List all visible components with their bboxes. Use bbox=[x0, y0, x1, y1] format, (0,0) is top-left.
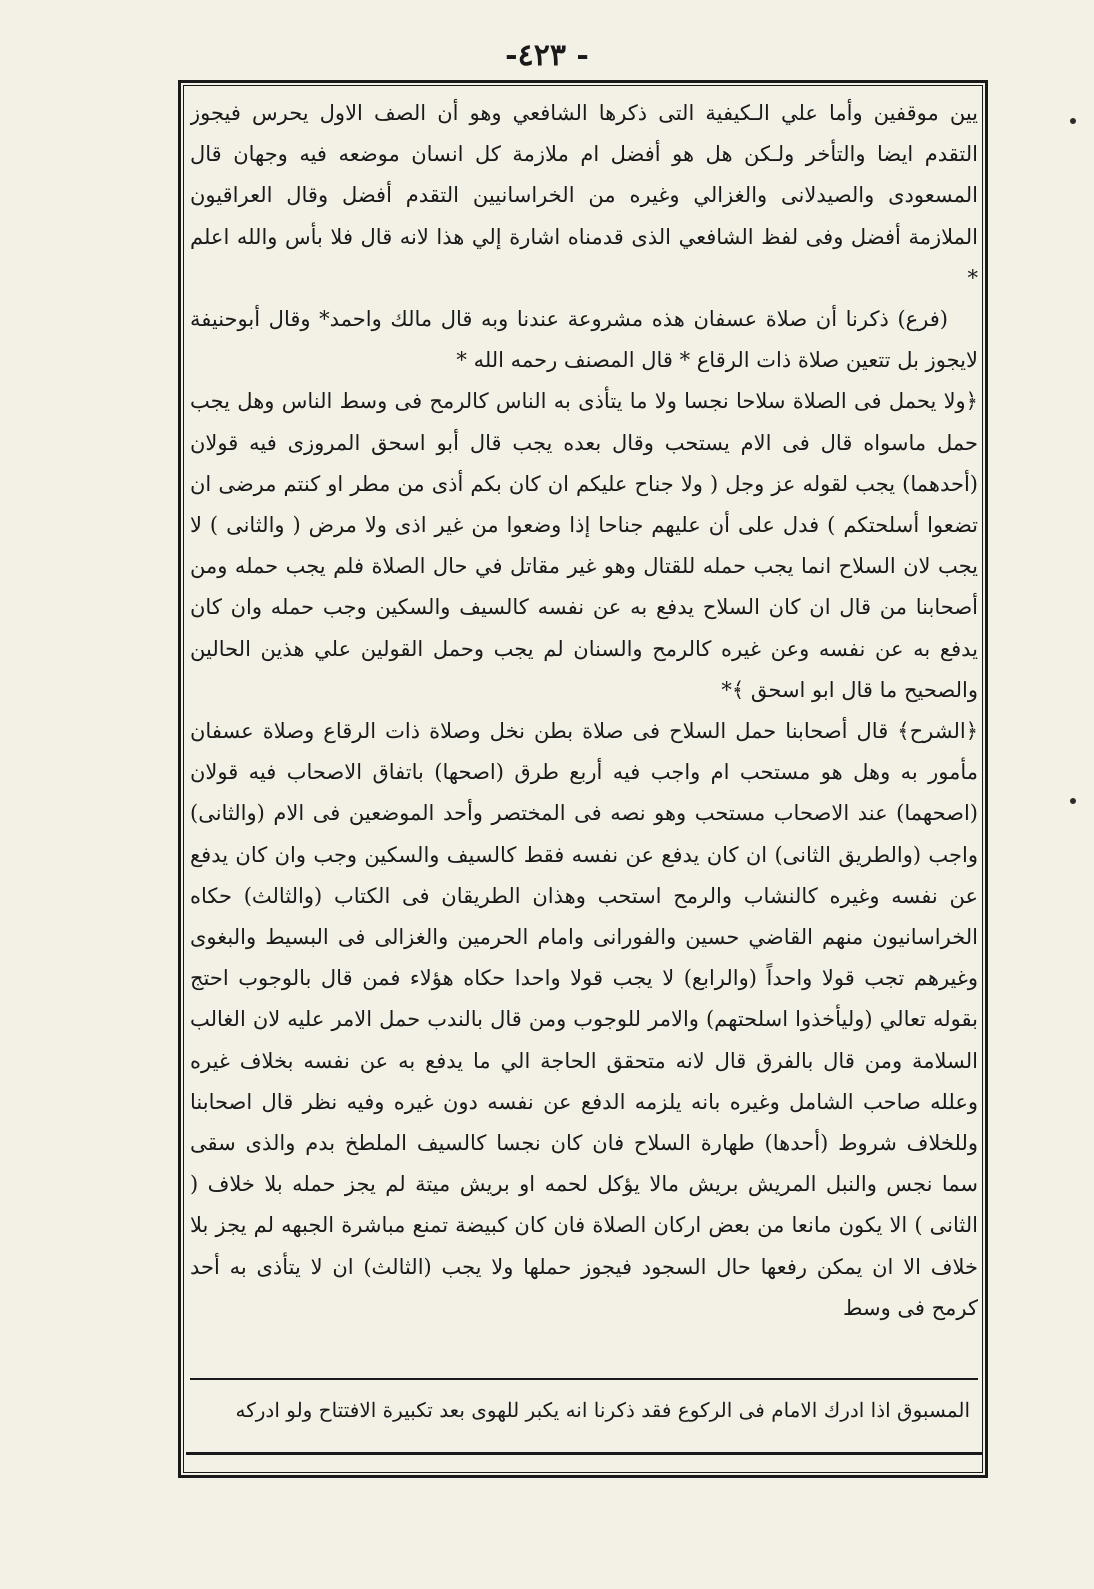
paragraph-2-fara: (فرع) ذكرنا أن صلاة عسفان هذه مشروعة عندنا وبه قال مالك واحمد* وقال أبوحنيفة لايجوز بل تتعين صلاة ذات الرقاع * قال المصنف رحمه الله * bbox=[190, 307, 978, 373]
paragraph-1: يين موقفين وأما علي الـكيفية التى ذكرها الشافعي وهو أن الصف الاول يحرس فيجوز التقدم ايضا والتأخر ولـكن هل هو أفضل ام ملازمة كل انسان موضعه فيه وجهان قال المسعودى والصيدلانى والغزالي وغيره من الخراسانيين التقدم أفضل وقال العراقيون الملازمة أفضل وفى لفظ الشافعي الذى قدمناه اشارة إلي هذا لانه قال فلا بأس والله اعلم * bbox=[190, 101, 978, 290]
page-number: - ٤٢٣- bbox=[505, 38, 589, 73]
footnote-separator bbox=[190, 1378, 978, 1380]
bottom-rule bbox=[186, 1452, 982, 1455]
main-text-body bbox=[190, 93, 978, 1371]
margin-dot bbox=[1070, 798, 1076, 804]
paragraph-4-sharh: ﴿الشرح﴾ قال أصحابنا حمل السلاح فى صلاة بطن نخل وصلاة ذات الرقاع وصلاة عسفان مأمور به وهل هو مستحب ام واجب فيه أربع طرق (اصحها) باتفاق الاصحاب فيه قولان (اصحهما) عند الاصحاب مستحب وهو نصه فى المختصر وأحد الموضعين فى الام (والثانى) واجب (والطريق الثانى) ان كان يدفع عن نفسه فقط كالسيف والسكين وجب وان كان يدفع عن نفسه وغيره كالنشاب والرمح استحب وهذان الطريقان فى الكتاب (والثالث) حكاه الخراسانيون منهم القاضي حسين والفورانى وامام الحرمين والغزالى فى البسيط والبغوى وغيرهم تجب قولا واحداً (والرابع) لا يجب قولا واحدا حكاه هؤلاء فمن قال بالوجوب احتج بقوله تعالي (وليأخذوا اسلحتهم) والامر للوجوب ومن قال بالندب حمل الامر عليه لان الغالب السلامة ومن قال بالفرق قال لانه متحقق الحاجة الي ما يدفع به عن نفسه بخلاف غيره وعلله صاحب الشامل وغيره بانه يلزمه الدفع عن نفسه دون غيره وفيه نظر قال اصحابنا وللخلاف شروط (أحدها) طهارة السلاح فان كان نجسا كالسيف الملطخ بدم والذى سقى سما نجس والنبل المريش بريش مالا يؤكل لحمه او بريش ميتة لم يجز حمله بلا خلاف ( الثانى ) الا يكون مانعا من بعض اركان الصلاة فان كان كبيضة تمنع مباشرة الجبهه لم يجز بلا خلاف الا ان يمكن رفعها حال السجود فيجوز حملها ولا يجب (الثالث) ان لا يتأذى به أحد كرمح فى وسط bbox=[190, 719, 978, 1320]
margin-dot bbox=[1070, 118, 1076, 124]
paragraph-3-matn: ﴿ولا يحمل فى الصلاة سلاحا نجسا ولا ما يتأذى به الناس كالرمح فى وسط الناس وهل يجب حمل ماسواه قال فى الام يستحب وقال بعده يجب قال أبو اسحق المروزى فيه قولان (أحدهما) يجب لقوله عز وجل ( ولا جناح عليكم ان كان بكم أذى من مطر او كنتم مرضى ان تضعوا أسلحتكم ) فدل على أن عليهم جناحا إذا وضعوا من غير اذى ولا مرض ( والثانى ) لا يجب لان السلاح انما يجب حمله للقتال وهو غير مقاتل في حال الصلاة فلم يجب حمله ومن أصحابنا من قال ان كان السلاح يدفع به عن نفسه كالسيف والسكين وجب حمله وان كان يدفع به عن نفسه وعن غيره كالرمح والسنان لم يجب وحمل القولين علي هذين الحالين والصحيح ما قال ابو اسحق ﴾* bbox=[190, 389, 978, 702]
footnote-text: المسبوق اذا ادرك الامام فى الركوع فقد ذكرنا انه يكبر للهوى بعد تكبيرة الافتتاح ولو ادركه bbox=[235, 1398, 970, 1422]
